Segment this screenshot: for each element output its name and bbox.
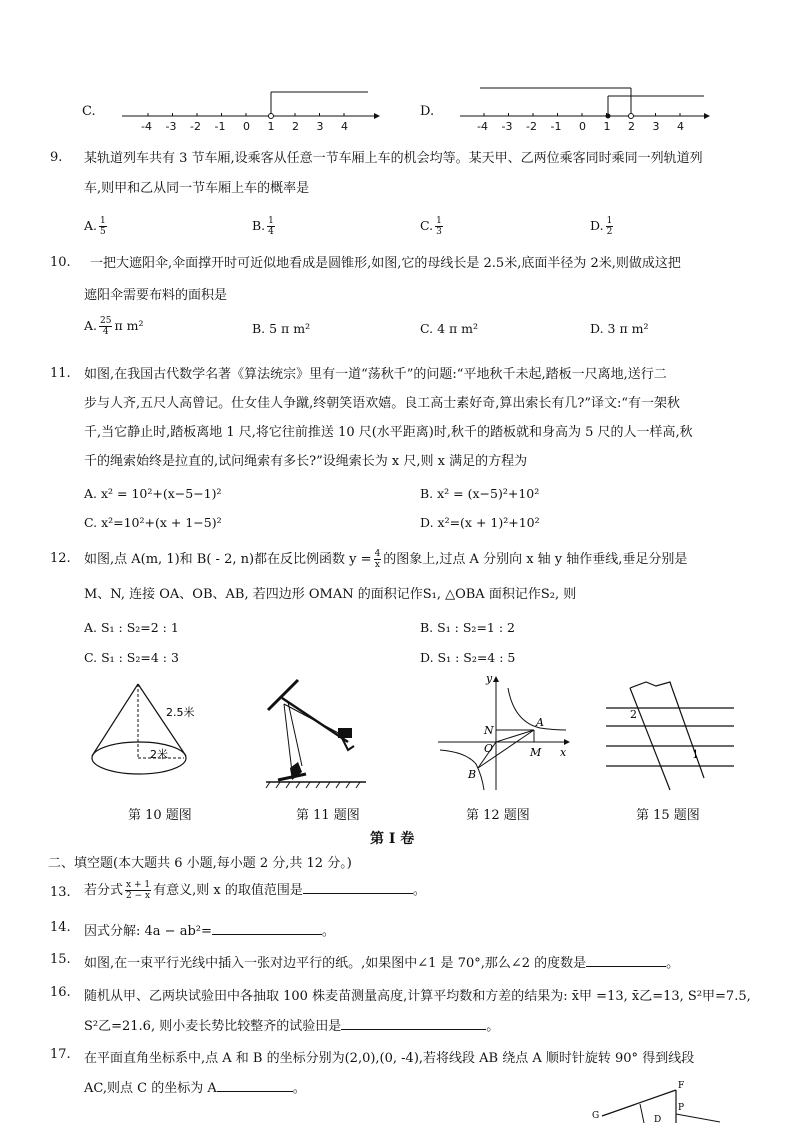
q11-line2: 步与人齐,五尺人高曾记。仕女佳人争蹴,终朝笑语欢嬉。良工高士素好奇,算出索长有几?”译文:“有一架秋 [84, 396, 681, 411]
figure-12-y-label: y [486, 672, 493, 685]
number-line-d-tick-label: 0 [579, 120, 586, 133]
q12-option-c: C. S₁ : S₂=4 : 3 [84, 650, 179, 665]
q12-number: 12. [50, 551, 71, 566]
q10-line2: 遮阳伞需要布料的面积是 [84, 288, 228, 303]
q11-option-c: C. x²=10²+(x + 1−5)² [84, 515, 222, 530]
number-line-c-tick-label: 1 [267, 120, 275, 133]
number-line-c-tick-label: 4 [341, 120, 348, 133]
q16-number: 16. [50, 985, 71, 1000]
number-line-c-tick-label: -3 [165, 120, 177, 133]
q16-line1: 随机从甲、乙两块试验田中各抽取 100 株麦苗测量高度,计算平均数和方差的结果为: x̄甲 =13, x̄乙=13, S²甲=7.5, [84, 989, 751, 1004]
q13-text: 若分式 $\frac{x + 1}{2 - x}$ 有意义,则 x 的取值范围是 。 [84, 880, 426, 901]
q9-option-b: B. $\frac{1}{4}$ [252, 216, 274, 237]
caption-figure-10: 第 10 题图 [128, 808, 192, 823]
section-title: 第 I 卷 [370, 831, 415, 847]
caption-figure-15: 第 15 题图 [636, 808, 700, 823]
q17-line1: 在平面直角坐标系中,点 A 和 B 的坐标分别为(2,0),(0, -4),若将线段 AB 绕点 A 顺时针旋转 90° 得到线段 [84, 1051, 695, 1066]
figure-12-a-label: A [536, 716, 544, 729]
figure-15-angle-1-label: 1 [692, 748, 699, 761]
q15-number: 15. [50, 952, 71, 967]
q11-line1: 如图,在我国古代数学名著《算法统宗》里有一道“荡秋千”的问题:“平地秋千未起,踏板一尺离地,送行二 [84, 367, 667, 382]
figure-bottom-p-label: P [678, 1103, 685, 1113]
number-line-d-tick-label: -2 [526, 120, 537, 133]
number-line-c-tick-label: 3 [316, 120, 324, 133]
number-line-c-tick-label: -2 [190, 120, 201, 133]
q17-number: 17. [50, 1047, 71, 1062]
q12-option-a: A. S₁ : S₂=2 : 1 [84, 620, 179, 635]
caption-figure-12: 第 12 题图 [466, 808, 530, 823]
number-line-c-tick-label: -4 [141, 120, 152, 133]
figure-bottom-g-label: G [592, 1111, 600, 1121]
number-line-d-tick-label: -4 [477, 120, 488, 133]
q17-answer-blank[interactable] [217, 1080, 293, 1092]
q14-number: 14. [50, 920, 71, 935]
q11-option-a: A. x² = 10²+(x−5−1)² [84, 486, 222, 501]
q12-line1: 如图,点 A(m, 1)和 B( - 2, n)都在反比例函数 y = $\frac{4}{x}$ 的图象上,过点 A 分别向 x 轴 y 轴作垂线,垂足分别是 [84, 549, 688, 570]
figure-10-cone [86, 680, 216, 792]
q10-option-d: D. 3 π m² [590, 321, 649, 336]
figure-10-slant-label: 2.5米 [166, 706, 195, 719]
figure-15-angle-2-label: 2 [630, 708, 637, 721]
number-line-c-tick-label: 2 [292, 120, 299, 133]
figure-bottom-partial [590, 1076, 740, 1123]
figure-12-b-label: B [468, 768, 477, 781]
caption-figure-11: 第 11 题图 [296, 808, 360, 823]
q11-line3: 千,当它静止时,踏板离地 1 尺,将它往前推送 10 尺(水平距离)时,秋千的踏板就和身高为 5 尺的人一样高,秋 [84, 425, 693, 440]
number-line-d-tick-label: 2 [628, 120, 635, 133]
figure-bottom-d-label: D [654, 1115, 662, 1123]
q10-option-c: C. 4 π m² [420, 321, 479, 336]
q11-option-b: B. x² = (x−5)²+10² [420, 486, 540, 501]
number-line-d-tick-label: 4 [677, 120, 684, 133]
number-line-d-tick-label: 3 [652, 120, 660, 133]
q16-answer-blank[interactable] [341, 1018, 486, 1030]
figure-12-hyperbola [436, 672, 572, 796]
q14-answer-blank[interactable] [212, 923, 322, 935]
figure-bottom-f-label: F [678, 1081, 685, 1091]
figure-12-x-label: x [560, 746, 567, 759]
figure-12-m-label: M [530, 746, 542, 759]
figure-11-swing [262, 676, 372, 794]
q11-number: 11. [50, 366, 71, 381]
figure-15-parallel-rays [600, 678, 740, 796]
q10-number: 10. [50, 255, 71, 270]
number-line-d-tick-label: 1 [603, 120, 611, 133]
q16-line2: S²乙=21.6, 则小麦长势比较整齐的试验田是 。 [84, 1019, 500, 1034]
q13-answer-blank[interactable] [303, 882, 413, 894]
q17-line2: AC,则点 C 的坐标为 A 。 [84, 1081, 306, 1096]
option-d-label: D. [420, 104, 435, 119]
part-2-heading: 二、填空题(本大题共 6 小题,每小题 2 分,共 12 分。) [48, 856, 352, 871]
q11-option-d: D. x²=(x + 1)²+10² [420, 515, 540, 530]
q9-line1: 某轨道列车共有 3 节车厢,设乘客从任意一节车厢上车的机会均等。某天甲、乙两位乘客同时乘同一列轨道列 [84, 151, 703, 166]
number-line-c-tick-label: -1 [214, 120, 226, 133]
number-line-d-tick-label: -3 [501, 120, 513, 133]
q10-line1: 一把大遮阳伞,伞面撑开时可近似地看成是圆锥形,如图,它的母线长是 2.5米,底面半径为 2米,则做成这把 [90, 256, 681, 271]
q12-line2: M、N, 连接 OA、OB、AB, 若四边形 OMAN 的面积记作S₁, △OBA 面积记作S₂, 则 [84, 587, 577, 602]
q15-text: 如图,在一束平行光线中插入一张对边平行的纸。,如果图中∠1 是 70°,那么∠2 的度数是 。 [84, 956, 680, 971]
q13-number: 13. [50, 885, 71, 900]
number-line-c-tick-label: 0 [243, 120, 250, 133]
q10-option-b: B. 5 π m² [252, 321, 311, 336]
q12-option-b: B. S₁ : S₂=1 : 2 [420, 620, 515, 635]
q9-number: 9. [50, 150, 63, 165]
number-line-d-tick-label: -1 [550, 120, 562, 133]
q15-answer-blank[interactable] [586, 955, 666, 967]
q9-option-d: D. $\frac{1}{2}$ [590, 216, 613, 237]
option-c-label: C. [82, 104, 96, 119]
figure-10-radius-label: 2米 [150, 748, 168, 761]
q11-line4: 千的绳索始终是拉直的,试问绳索有多长?”设绳索长为 x 尺,则 x 满足的方程为 [84, 454, 528, 469]
q9-option-c: C. $\frac{1}{3}$ [420, 216, 442, 237]
q12-option-d: D. S₁ : S₂=4 : 5 [420, 650, 516, 665]
figure-12-o-label: O [484, 742, 494, 755]
q9-option-a: A. $\frac{1}{5}$ [84, 216, 106, 237]
figure-12-n-label: N [484, 724, 494, 737]
q10-option-a: A. $\frac{25}{4}$ π m² [84, 316, 144, 337]
q14-text: 因式分解: 4a − ab²= 。 [84, 924, 335, 939]
q9-line2: 车,则甲和乙从同一节车厢上车的概率是 [84, 181, 310, 196]
